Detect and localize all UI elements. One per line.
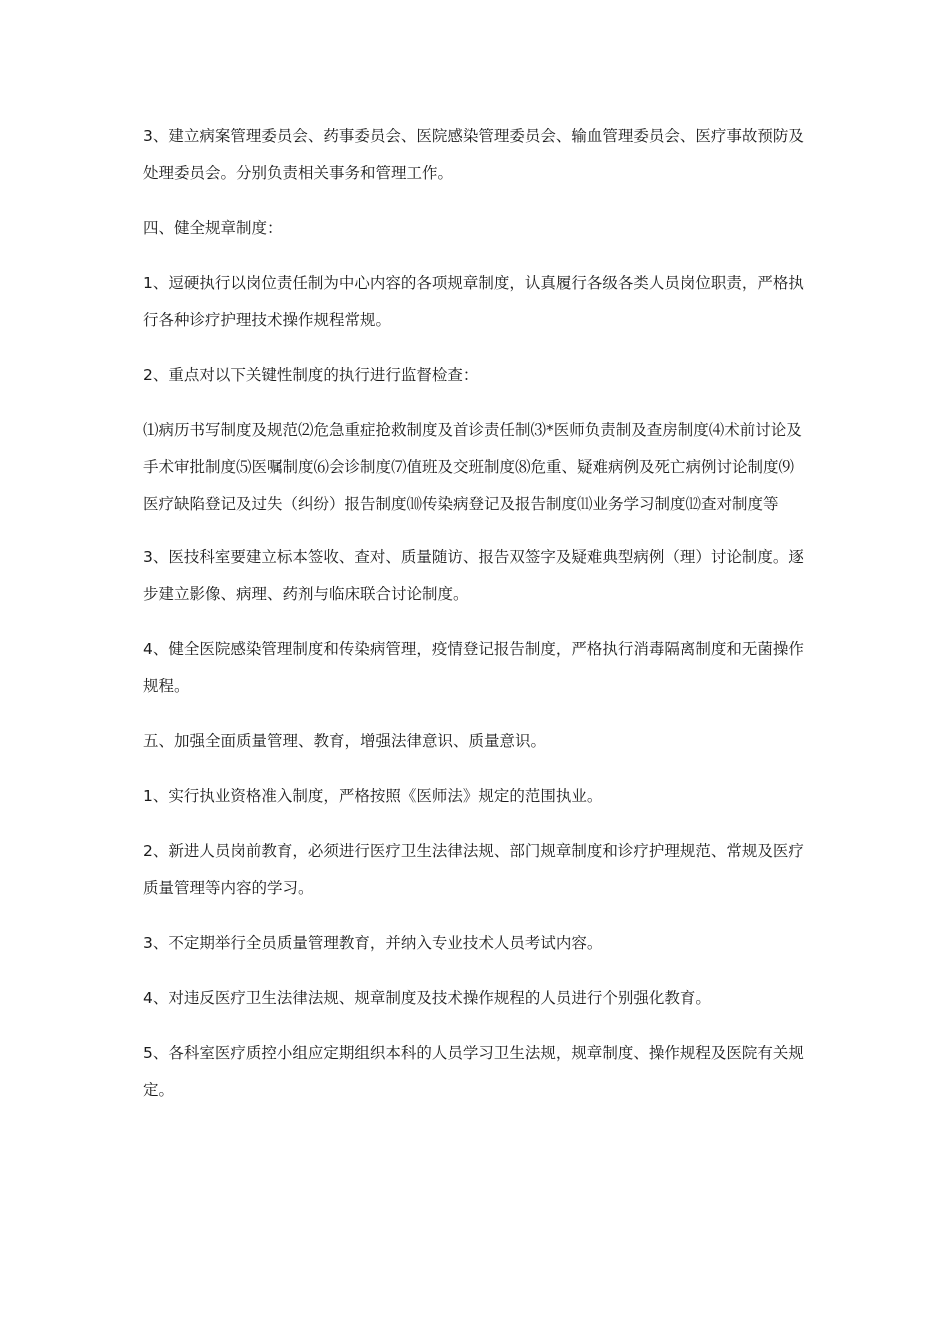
paragraph-infection-control: 4、健全医院感染管理制度和传染病管理，疫情登记报告制度，严格执行消毒隔离制度和无菌操作规程。 xyxy=(143,640,804,695)
section-heading-rules: 四、健全规章制度： xyxy=(143,219,283,237)
paragraph-committees: 3、建立病案管理委员会、药事委员会、医院感染管理委员会、输血管理委员会、医疗事故预防及处理委员会。分别负责相关事务和管理工作。 xyxy=(143,127,804,182)
paragraph-new-staff: 2、新进人员岗前教育，必须进行医疗卫生法律法规、部门规章制度和诊疗护理规范、常规及医疗质量管理等内容的学习。 xyxy=(143,842,804,897)
paragraph-key-systems-list: ⑴病历书写制度及规范⑵危急重症抢救制度及首诊责任制⑶*医师负责制及查房制度⑷术前讨论及手术审批制度⑸医嘱制度⑹会诊制度⑺值班及交班制度⑻危重、疑难病例及死亡病例讨论制度⑼医疗缺陷登记及过失（纠纷）报告制度⑽传染病登记及报告制度⑾业务学习制度⑿查对制度等 xyxy=(143,421,802,513)
paragraph-department-study: 5、各科室医疗质控小组应定期组织本科的人员学习卫生法规，规章制度、操作规程及医院有关规定。 xyxy=(143,1044,804,1099)
document-body xyxy=(143,118,807,1127)
paragraph-quality-education: 3、不定期举行全员质量管理教育，并纳入专业技术人员考试内容。 xyxy=(143,934,603,952)
paragraph-violations: 4、对违反医疗卫生法律法规、规章制度及技术操作规程的人员进行个别强化教育。 xyxy=(143,989,711,1007)
section-heading-quality: 五、加强全面质量管理、教育，增强法律意识、质量意识。 xyxy=(143,732,547,750)
paragraph-key-systems-intro: 2、重点对以下关键性制度的执行进行监督检查： xyxy=(143,366,479,384)
paragraph-medical-tech: 3、医技科室要建立标本签收、查对、质量随访、报告双签字及疑难典型病例（理）讨论制度。逐步建立影像、病理、药剂与临床联合讨论制度。 xyxy=(143,548,804,603)
paragraph-responsibility: 1、逗硬执行以岗位责任制为中心内容的各项规章制度，认真履行各级各类人员岗位职责，严格执行各种诊疗护理技术操作规程常规。 xyxy=(143,274,804,329)
paragraph-qualification: 1、实行执业资格准入制度，严格按照《医师法》规定的范围执业。 xyxy=(143,787,603,805)
